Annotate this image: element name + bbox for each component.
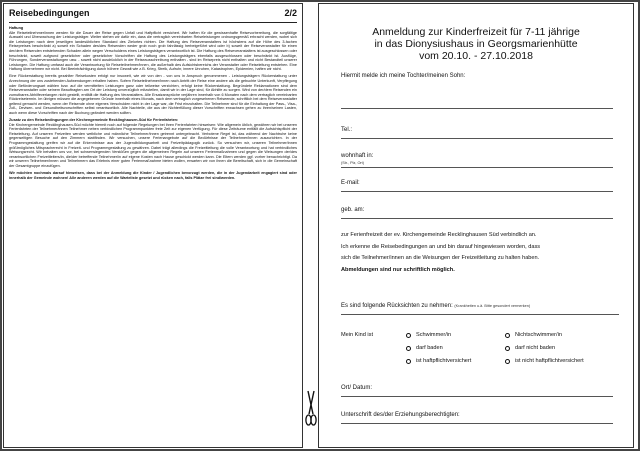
phone-field[interactable] [341,126,613,139]
scissors-icon [305,389,317,429]
section-text-haftung: Alle Reiseteilnehmer/innen werden für die Dauer der Reise gegen Unfall und Haftpflicht versichert. Wir haften für die gewissenhafte Reisevorbereitung, die sorgfältige Auswahl und Überwachung der Leistungsträger. Weiter stehen wir dafür ein, dass die vertraglich vereinbarten Reiseleistungen ordnungsgemäß erbracht werden, wobei sich die Leistungen nach dem jeweiligen landesüblichen Standard des Zielortes richten. Die Haftung des Reiseveranstalters ist höchstens auf die Höhe des 3-fachen Reisepreises beschränkt a) soweit ein Schaden des/des Reisenden weder grob noch grob fahrlässig herbeigeführt wird oder b) soweit der Reiseveranstalter für einen der/dem Reisenden entstehenden Schaden allein wegen Verschuldens eines Leistungsträgers verantwortlich ist. Die Haftung des Reiseveranstalters ist ausgeschlossen oder beschränkt, soweit aufgrund gesetzlicher oder gesetzlicher Vorschriften die Haftung des Leistungsträgers ebenfalls ausgeschlossen oder beschränkt ist. Ausflüge, Führungen, Sonderveranstaltungen usw. - soweit nicht ausdrücklich in der Reiseausschreibung enthalten - sind im Reisepreis nicht enthalten und nicht Bestandteil unserer Leistungen. Die Haftung umfasst auch die Verantwortung für Reiseteilnehmer/innen, die außerhalb des Aufsichtsbereichs der Veranstalter oder Reiseleitung entstehen. Eine Haftung übernehmen wir nicht. Bei Beeinträchtigung durch höhere Gewalt wie z.B. Krieg, Streik, Aufruhr, innere Unruhen, Katastrophen, Epidemien, haften wir nicht. [9,30,297,72]
registration-form [318,3,634,448]
option-may-not-swim[interactable] [505,345,555,351]
option-non-swimmer-label: Nichtschwimmer/in [515,332,562,338]
birthdate-label: geb. am: [341,207,365,213]
option-swimmer[interactable] [406,332,451,338]
consent-paragraph [341,230,615,276]
form-title-line1: Anmeldung zur Kinderfreizeit für 7-11 jährige [372,26,580,38]
signature-field[interactable] [341,411,613,424]
place-date-field[interactable] [341,384,613,397]
notes-field[interactable] [341,302,619,315]
birthdate-field[interactable] [341,206,613,219]
child-name-field[interactable] [341,96,613,109]
cancellation-note: Abmeldungen sind nur schriftlich möglich. [341,266,455,273]
conditions-panel [3,3,303,448]
option-may-not-swim-label: darf nicht baden [515,345,556,351]
option-insured[interactable] [406,358,471,364]
section-text-refunds: Eine Rückerstattung bereits gezahlter Reisekosten erfolgt nur insoweit, wie wir von den - von uns in Anspruch genommenen - Leistungsträgern Rückerstattung unter Anrechnung der uns zustehenden Aufwendungen erhalten haben. Sofern Reiseteilnehmer/innen nach Antritt der Reise eine andere als die gebuchte Unterkunft, Verpflegung oder Beförderungsart wählen bzw. auf die vermittelten Leistungen ganz oder teilweise verzichten, erfolgt keine Rückerstattung. Begründete Reklamationen sind dem Reiseveranstalter oder seinem Beauftragten am Ort der Leistung unverzüglich mitzuteilen, damit wir in der Lage sind, für Abhilfe zu sorgen. Wird von der/dem Reisenden ein zumutbares Abhilfeverlangen nicht gestellt, entfällt die Haftung des Veranstalters. Alle Ersatzansprüche verjähren innerhalb von 6 Monaten nach dem vertraglich vereinbarten Rückreisetermin. Im übrigen müssen die angegebenen Gründe innerhalb eines Monats, nach dem vertraglich vorgesehenen Reiseende, schriftlich bei dem Reiseveranstalter geltend gemacht werden, wenn der Reisende ohne eigenes Verschulden nicht in der Lage war, die Frist einzuhalten. Die Teilnehmer sind für die Einhaltung der Pass-, Visa-, Zoll-, Devisen- und Gesundheitsvorschriften selbst verantwortlich. Alle Nachteile, die aus der Nichterfüllung dieser Vorschriften erwachsen gehen zu ihren/seinen Lasten, auch wenn diese Vorschriften nach der Buchung geändert werden sollten. [9,74,297,116]
option-may-swim[interactable] [406,345,443,351]
radio-circle-icon[interactable] [406,333,411,338]
option-not-insured-label: ist nicht haftpflichtversichert [515,358,584,364]
child-status-label [341,332,373,338]
option-non-swimmer[interactable] [505,332,562,338]
address-hint: (Str., Plz, Ort) [341,161,364,165]
section-text-zusatz: Die Kirchengemeinde Recklinghausen-Süd möchte hiermit noch auf folgende Regelungen bei ihren Ferienfahrten hinweisen: Wie allgemein üblich, gewähren wir bei unseren Ferienfahrten der Teilnehmer/innen Teilnehmer neben verbindlichen Programmpunkten freie Zeit zur eigenen Verfügung. Für diese Zeiträume entfällt die Aufsichtspflicht der Reiseleitung. Auf unseren Freizeiten werden weibliche und männliche Teilnehmer/innen getrennt untergebracht. Verbotene Regel ist, das während der Nachtruhe keine gegenseitigen Besuche auf den Zimmern stattfinden. Wir versuchen, unsere Ferienangebote auf die Bedürfnisse der Teilnehmer/innen auszurichten. In der Programmgestaltung greifen wir auf die Erkenntnisse aus der Jugendbildungsarbeit und Freizeitpädagogik zurück. So versuchen wir, unseren Teilnehmer/innen größtmögliches Mitspracherecht in Freizeit- und Programmgestaltung zu gewähren. Dabei trägt allerdings die Freizeitleitung die volle Verantwortung und hat verbindliches Weisungsrecht. Wir behalten uns vor, bei schwerwiegenden Verstößen gegen die allgemeinen Regeln auf unseren Ferienmaßnahmen und gegen die Weisungen der/des verantwortlichen Freizeitleiters/in, die/der betreffende Teilnehmer/in auf eigene Kosten nach Hause geschickt werden kann. Die Eltern werden ggf. vorher benachrichtigt. Da wir unseren Teilnehmer/innen und Teilnehmern das Erlebnis einer guten Ferienmaßnahme bieten wollen, erwarten wir von ihnen die Bereitschaft, sich in die Gemeinschaft der Gesamtgruppe einzufügen. [9,122,297,168]
email-field[interactable] [341,179,613,192]
phone-label: Tel.: [341,127,353,133]
conditions-header [9,8,297,23]
form-title [325,26,627,62]
place-date-label: Ort/ Datum: [341,385,373,391]
signature-label: Unterschrift des/der Erziehungsberechtigten: [341,412,460,418]
address-field[interactable] [341,152,613,168]
consent-line3: sich die Teilnehmer/innen an die Weisungen der Freizeitleitung zu halten haben. [341,255,540,262]
conditions-body [9,25,297,444]
email-label: E-mail: [341,180,360,186]
option-swimmer-label: Schwimmer/in [416,332,452,338]
address-label: wohnhaft in: [341,153,374,159]
closing-note: Wir möchten nochmals darauf hinweisen, dass bei der Anmeldung die Kinder / Jugendlichen bevorzugt werden, die in der Jugendarbeit engagiert sind oder innerhalb der Gemeinde wohnen! Alle anderen werden auf die Warteliste gesetzt und rücken nach, falls Plätze frei sind/werden. [9,170,297,180]
consent-line1: zur Ferienfreizeit der ev. Kirchengemeinde Recklinghausen Süd verbindlich an. [341,232,537,238]
section-heading-zusatz: Zusatz zu den Reisebedingungen der Kirchengemeinde Recklinghausen-Süd für Ferienfahrten: [9,118,179,123]
child-status-text: Mein Kind ist [341,332,374,338]
page-number: 2/2 [284,8,297,18]
option-insured-label: ist haftpflichtversichert [416,358,472,364]
radio-circle-icon[interactable] [505,359,510,364]
child-name-text: Hiermit melde ich meine Tochter/meinen Sohn: [341,73,466,79]
form-title-line3: vom 20.10. - 27.10.2018 [419,50,533,62]
conditions-title: Reisebedingungen [9,8,90,18]
child-name-label [341,72,613,84]
notes-label: Es sind folgende Rücksichten zu nehmen: [341,303,453,309]
notes-hint: (Krankheiten u.ä. Bitte gesondert vermerken) [454,304,531,308]
option-not-insured[interactable] [505,358,584,364]
radio-circle-icon[interactable] [505,333,510,338]
section-heading-haftung: Haftung [9,26,24,30]
form-title-line2: in das Dionysiushaus in Georgsmarienhütte [374,38,578,50]
radio-circle-icon[interactable] [505,346,510,351]
option-may-swim-label: darf baden [416,345,443,351]
consent-line2: Ich erkenne die Reisebedingungen an und bin darauf hingewiesen worden, dass [341,243,541,250]
radio-circle-icon[interactable] [406,359,411,364]
radio-circle-icon[interactable] [406,346,411,351]
